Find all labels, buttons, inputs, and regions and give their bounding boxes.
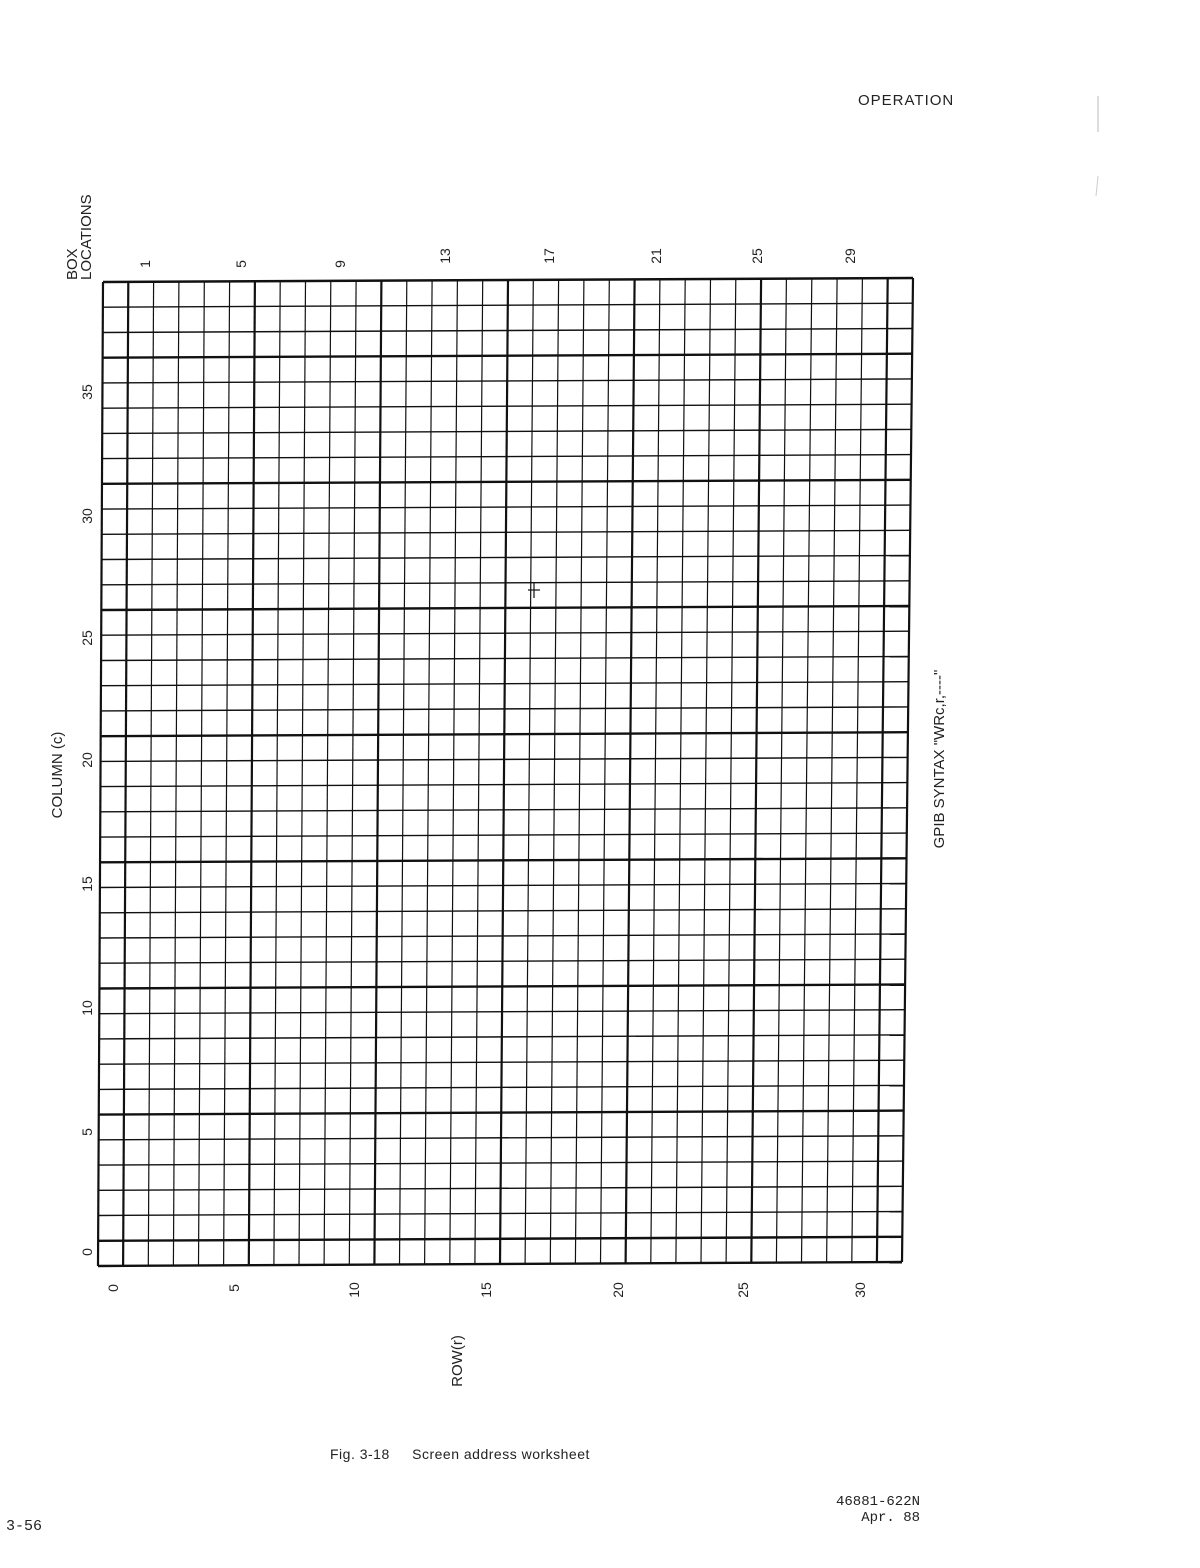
column-tick: 25: [79, 630, 95, 646]
grid-vertical-line: [324, 281, 331, 1265]
grid-vertical-line: [224, 281, 230, 1265]
grid-vertical-line: [751, 279, 761, 1263]
row-tick: 15: [478, 1282, 494, 1298]
box-location-tick: 21: [648, 248, 664, 264]
column-tick: 10: [79, 1000, 95, 1016]
grid-vertical-line: [500, 280, 508, 1264]
column-tick: 5: [79, 1128, 95, 1136]
box-location-tick: 1: [137, 260, 153, 268]
grid-vertical-line: [400, 281, 407, 1265]
row-tick: 10: [346, 1282, 362, 1298]
box-location-tick: 17: [541, 248, 557, 264]
grid-vertical-line: [776, 279, 786, 1263]
grid-vertical-line: [349, 281, 356, 1265]
document-id-block: [836, 1494, 920, 1526]
figure-caption: [330, 1446, 590, 1462]
grid-vertical-line: [877, 278, 888, 1262]
gpib-syntax-label: GPIB SYNTAX "WRc,r,----": [931, 669, 948, 849]
box-location-tick: 13: [437, 248, 453, 264]
column-tick: 15: [79, 876, 95, 892]
grid-vertical-line: [726, 279, 736, 1263]
column-axis-label: COLUMN (c): [49, 731, 66, 819]
grid-vertical-line: [425, 280, 433, 1264]
grid-vertical-line: [852, 278, 863, 1262]
grid-vertical-line: [550, 280, 558, 1264]
grid-vertical-line: [701, 279, 711, 1263]
column-tick: 0: [79, 1248, 95, 1256]
grid-vertical-line: [902, 278, 913, 1262]
row-tick: 25: [735, 1282, 751, 1298]
box-location-tick: 25: [749, 248, 765, 264]
grid-vertical-line: [475, 280, 483, 1264]
grid-vertical-line: [173, 282, 179, 1266]
grid-vertical-line: [676, 279, 685, 1263]
column-tick: 35: [79, 384, 95, 400]
row-tick: 20: [610, 1282, 626, 1298]
page-header: OPERATION: [858, 92, 955, 109]
grid-vertical-line: [148, 282, 153, 1266]
grid-vertical-line: [299, 281, 306, 1265]
document-number: 46881-622N: [836, 1494, 921, 1510]
grid-vertical-line: [274, 281, 280, 1265]
column-tick: 30: [79, 508, 95, 524]
box-location-tick: 5: [233, 260, 249, 268]
grid-vertical-line: [601, 280, 610, 1264]
margin-marks: [1094, 96, 1114, 206]
grid-vertical-line: [199, 282, 205, 1266]
grid-vertical-line: [827, 278, 838, 1262]
grid-vertical-line: [98, 282, 103, 1266]
box-location-tick: 9: [332, 260, 348, 268]
grid-vertical-line: [802, 279, 812, 1263]
row-tick: 5: [226, 1284, 242, 1292]
grid-vertical-line: [525, 280, 533, 1264]
grid-vertical-line: [374, 281, 381, 1265]
row-axis-label: ROW(r): [449, 1335, 466, 1387]
grid-vertical-line: [575, 280, 584, 1264]
figure-number: Fig. 3-18: [330, 1446, 390, 1462]
grid-vertical-line: [450, 280, 458, 1264]
column-tick: 20: [79, 752, 95, 768]
row-tick: 0: [105, 1284, 121, 1292]
box-locations-label-line2: LOCATIONS: [78, 194, 95, 280]
box-locations-label-line1: BOX: [64, 248, 81, 280]
grid-vertical-line: [249, 281, 255, 1265]
figure-title: Screen address worksheet: [412, 1446, 590, 1462]
document-date: Apr. 88: [861, 1510, 921, 1526]
grid-vertical-line: [651, 279, 660, 1263]
row-tick: 30: [852, 1282, 868, 1298]
page-number: 3-56: [6, 1518, 43, 1535]
box-location-tick: 29: [842, 248, 858, 264]
grid-vertical-line: [626, 279, 635, 1263]
grid-vertical-line: [123, 282, 128, 1266]
